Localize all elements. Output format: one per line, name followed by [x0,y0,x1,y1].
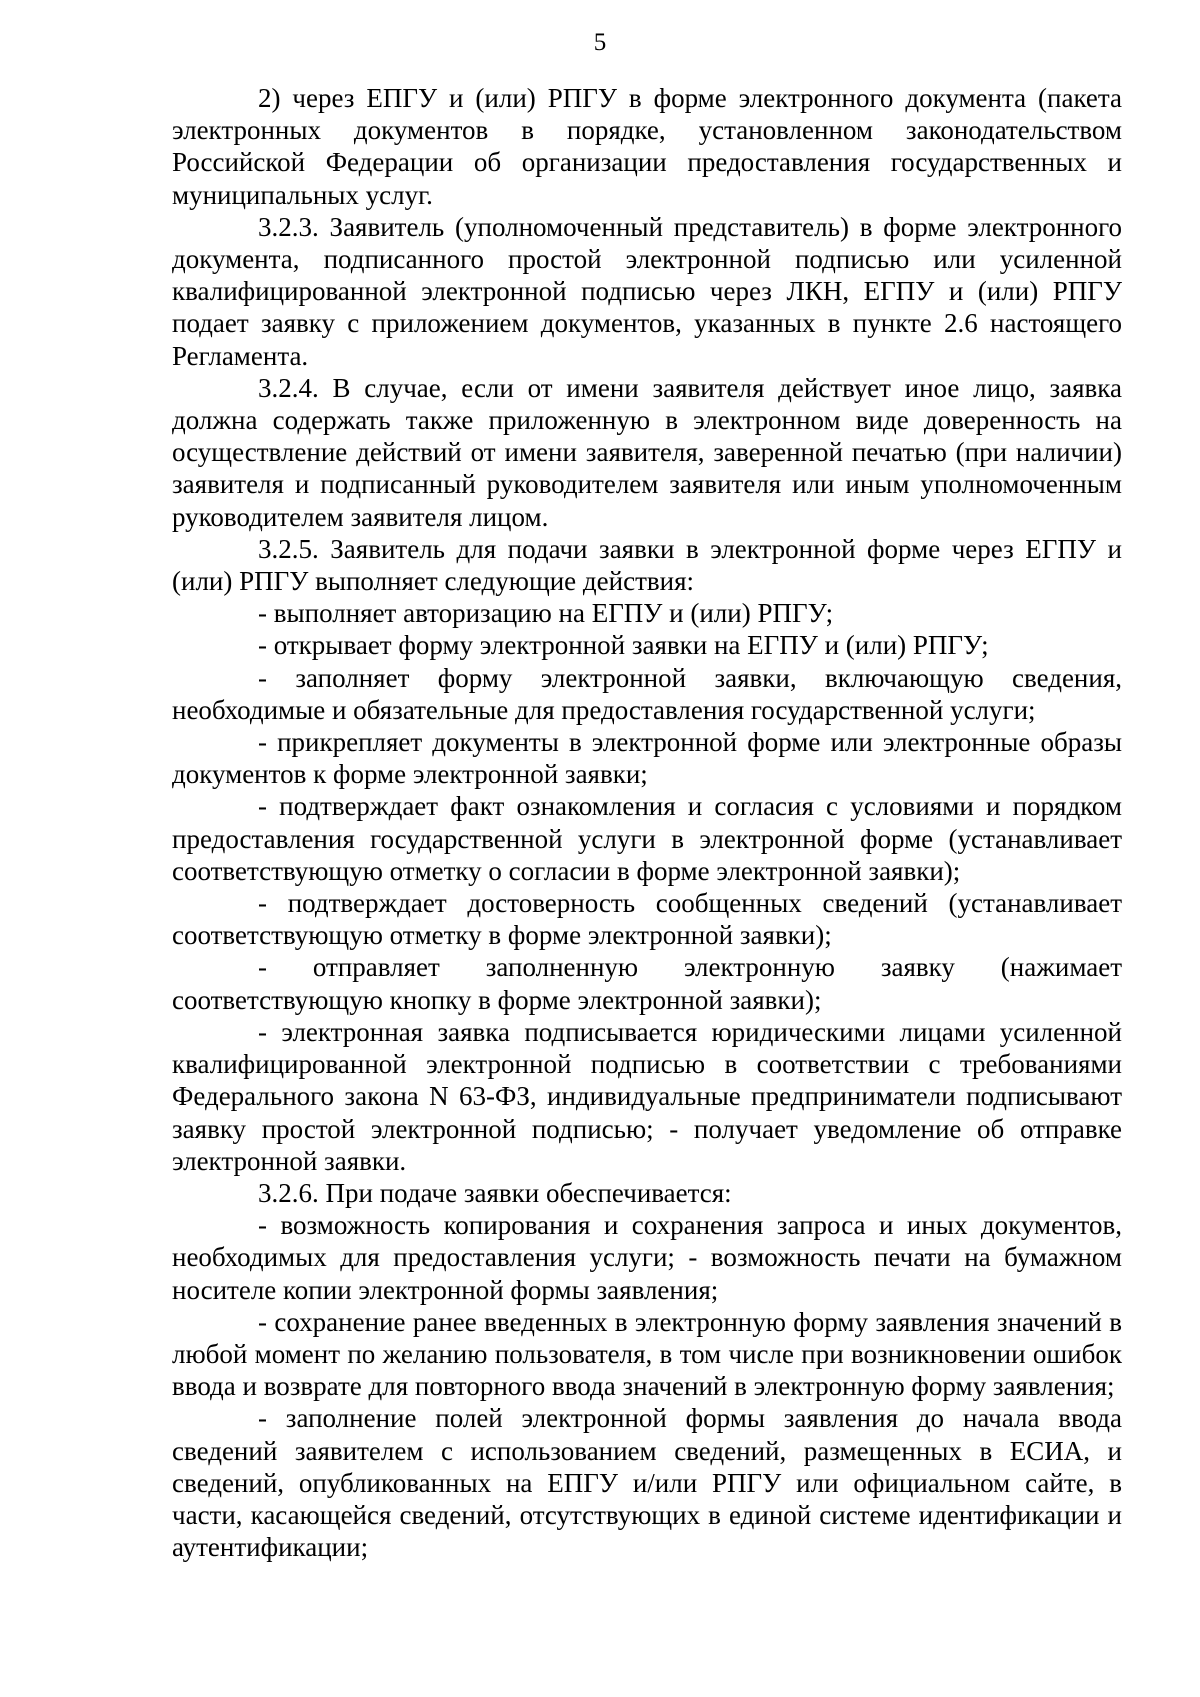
list-item-open-form: - открывает форму электронной заявки на ЕГПУ и (или) РПГУ; [258,630,989,661]
list-item-confirm-consent: - подтверждает факт ознакомления и согласия с условиями и порядком предоставления государственной услуги в электронной форме (устанавливает соответствующую отметку о согласии в форме электронной заявки); [172,791,1122,886]
paragraph-2-epgu-rpgu: 2) через ЕПГУ и (или) РПГУ в форме электронного документа (пакета электронных документов в порядке, установленном законодательством Российской Федерации об организации предоставления государственных и муниципальных услуг. [172,83,1122,210]
list-item-prefill-fields: - заполнение полей электронной формы заявления до начала ввода сведений заявителем с использованием сведений, размещенных в ЕСИА, и сведений, опубликованных на ЕПГУ и/или РПГУ или официальном сайте, в части, касающейся сведений, отсутствующих в единой системе идентификации и аутентификации; [172,1403,1122,1563]
paragraph-3-2-5: 3.2.5. Заявитель для подачи заявки в электронной форме через ЕГПУ и (или) РПГУ выполняет следующие действия: [172,533,1122,597]
list-item-save-values: - сохранение ранее введенных в электронную форму заявления значений в любой момент по желанию пользователя, в том числе при возникновении ошибок ввода и возврате для повторного ввода значений в электронную форму заявления; [172,1306,1122,1402]
list-item-signature: - электронная заявка подписывается юридическими лицами усиленной квалифицированной электронной подписью в соответствии с требованиями Федерального закона N 63-ФЗ, индивидуальные предприниматели подписывают заявку простой электронной подписью; - получает уведомление об отправке электронной заявки. [172,1016,1122,1176]
list-item-copy-print: - возможность копирования и сохранения запроса и иных документов, необходимых для предоставления услуги; - возможность печати на бумажном носителе копии электронной формы заявления; [172,1210,1122,1305]
list-item-send-application: - отправляет заполненную электронную заявку (нажимает соответствующую кнопку в форме электронной заявки); [172,952,1122,1015]
paragraph-3-2-3: 3.2.3. Заявитель (уполномоченный представитель) в форме электронного документа, подписанного простой электронной подписью или усиленной квалифицированной электронной подписью через ЛКН, ЕГПУ и (или) РПГУ подает заявку с приложением документов, указанных в пункте 2.6 настоящего Регламента. [172,211,1122,371]
document-body [172,82,1122,1563]
list-item-authorization: - выполняет авторизацию на ЕГПУ и (или) РПГУ; [258,598,834,629]
paragraph-3-2-6: 3.2.6. При подаче заявки обеспечивается: [258,1177,732,1208]
list-item-attach-documents: - прикрепляет документы в электронной форме или электронные образы документов к форме электронной заявки; [172,727,1122,790]
page-number: 5 [593,29,607,56]
paragraph-3-2-4: 3.2.4. В случае, если от имени заявителя действует иное лицо, заявка должна содержать также приложенную в электронном виде доверенность на осуществление действий от имени заявителя, заверенной печатью (при наличии) заявителя и подписанный руководителем заявителя или иным уполномоченным руководителем заявителя лицом. [172,372,1122,532]
list-item-fill-form: - заполняет форму электронной заявки, включающую сведения, необходимые и обязательные для предоставления государственной услуги; [172,662,1122,725]
list-item-confirm-accuracy: - подтверждает достоверность сообщенных сведений (устанавливает соответствующую отметку в форме электронной заявки); [172,888,1122,951]
